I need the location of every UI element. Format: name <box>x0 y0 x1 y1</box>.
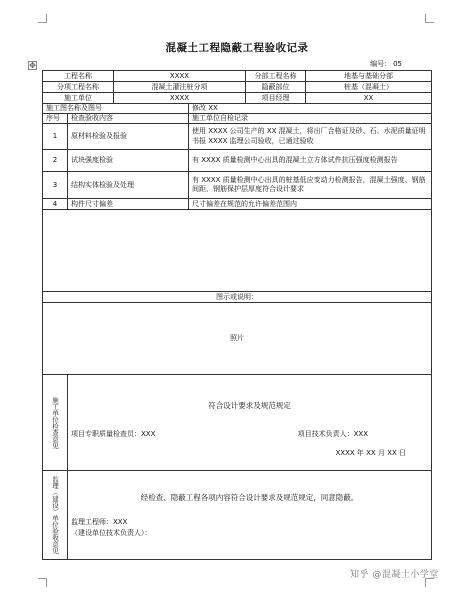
supervision-side-label: 监理（建设）单位验收意见 <box>51 476 59 554</box>
drawing-label: 施工图名称及图号 <box>43 104 189 114</box>
supervision-engineer-label: 监理工程师： <box>71 518 113 526</box>
header-row-item <box>43 82 432 93</box>
item-seq: 4 <box>43 199 68 210</box>
construction-check-opinion: 符合设计要求及规范规定 <box>208 400 291 410</box>
diagram-label: 图示或说明： <box>43 292 432 303</box>
tech-lead-value: XXX <box>353 429 368 438</box>
item-record[interactable]: 有 XXXX 质量检测中心出具的桩基低应变动力检测报告，混凝土强度、钢筋间距、钢筋保护层厚度符合设计要求 <box>189 172 432 199</box>
hidden-part-label: 隐蔽部位 <box>246 82 306 93</box>
owner-tech-lead-label: （建设单位技术负责人）： <box>71 529 152 537</box>
hidden-part-value[interactable]: 桩基（混凝土） <box>306 82 432 93</box>
construction-check-row <box>43 375 432 471</box>
project-name-label: 工程名称 <box>43 71 114 82</box>
drawing-value[interactable]: 修改 XX <box>189 104 432 114</box>
construction-check-signatures <box>71 429 428 440</box>
item-record[interactable]: 有 XXXX 质量检测中心出具的混凝土立方体试件抗压强度检测报告 <box>189 150 432 172</box>
document-number <box>368 59 402 69</box>
quality-inspector-label: 项目专职质量检查员： <box>71 429 141 438</box>
project-manager-label: 项目经理 <box>246 93 306 104</box>
item-content: 构件尺寸偏差 <box>68 199 189 210</box>
document-number-value: 05 <box>393 60 402 68</box>
document-title: 混凝土工程隐蔽工程验收记录 <box>165 42 309 54</box>
quality-inspector-value: XXX <box>141 429 156 438</box>
supervision-engineer <box>71 517 428 528</box>
page-corner-bottom-left <box>38 578 47 587</box>
construction-check-side-label-cell <box>43 375 68 471</box>
tech-lead <box>298 429 368 440</box>
tech-lead-label: 项目技术负责人： <box>297 429 354 438</box>
item-seq: 1 <box>43 124 68 150</box>
quality-inspector <box>71 429 155 440</box>
project-name-value[interactable]: XXXX <box>114 71 246 82</box>
self-check-column-header: 施工单位自检记录 <box>189 114 432 124</box>
subproject-value[interactable]: 地基与基础分部 <box>306 71 432 82</box>
table-row <box>43 199 432 210</box>
construction-unit-value[interactable]: XXXX <box>114 93 246 104</box>
item-record[interactable]: 尺寸偏差在规范的允许偏差范围内 <box>189 199 432 210</box>
header-row-drawing <box>43 104 432 114</box>
watermark-text: 知乎 @混凝土小学堂 <box>350 570 439 580</box>
item-value[interactable]: 混凝土灌注桩分项 <box>114 82 246 93</box>
item-label: 分项工程名称 <box>43 82 114 93</box>
item-content: 原材料检验及报验 <box>68 124 189 150</box>
page-corner-top-left <box>38 14 47 23</box>
supervision-content[interactable] <box>68 471 432 560</box>
supervision-side-label-cell <box>43 471 68 560</box>
header-row-project <box>43 71 432 82</box>
construction-check-content[interactable] <box>68 375 432 471</box>
construction-check-date: XXXX 年 XX 月 XX 日 <box>335 448 406 457</box>
supervision-opinion: 经检查、隐蔽工程各项内容符合设计要求及规范规定，同意隐蔽。 <box>140 493 359 502</box>
item-content: 结构实体检验及处理 <box>68 172 189 199</box>
project-manager-value[interactable]: XX <box>306 93 432 104</box>
construction-unit-label: 施工单位 <box>43 93 114 104</box>
header-row-unit <box>43 93 432 104</box>
table-row <box>43 150 432 172</box>
table-row <box>43 124 432 150</box>
table-row <box>43 172 432 199</box>
supervision-engineer-value: XXX <box>113 518 128 526</box>
inspection-form-table <box>42 70 432 560</box>
item-content: 试块强度检验 <box>68 150 189 172</box>
content-column-header: 检查验收内容 <box>68 114 189 124</box>
blank-area[interactable] <box>43 210 432 292</box>
construction-check-side-label: 施工单位检查意见 <box>51 396 59 449</box>
blank-area-row <box>43 210 432 292</box>
item-seq: 3 <box>43 172 68 199</box>
diagram-label-row <box>43 292 432 303</box>
subproject-label: 分部工程名称 <box>246 71 306 82</box>
photo-placeholder[interactable]: 照片 <box>43 303 432 375</box>
item-seq: 2 <box>43 150 68 172</box>
document-number-label: 编号： <box>370 60 392 68</box>
seq-column-header: 序号 <box>43 114 68 124</box>
photo-row <box>43 303 432 375</box>
item-record[interactable]: 使用 XXXX 公司生产的 XX 混凝土，将出厂合格证及砂、石、水泥质量证明书报 XXXX 监理公司验收，已通过验收 <box>189 124 432 150</box>
supervision-row <box>43 471 432 560</box>
table-move-handle-icon[interactable]: ✥ <box>29 61 36 70</box>
column-header-row <box>43 114 432 124</box>
page-corner-top-right <box>425 14 434 23</box>
